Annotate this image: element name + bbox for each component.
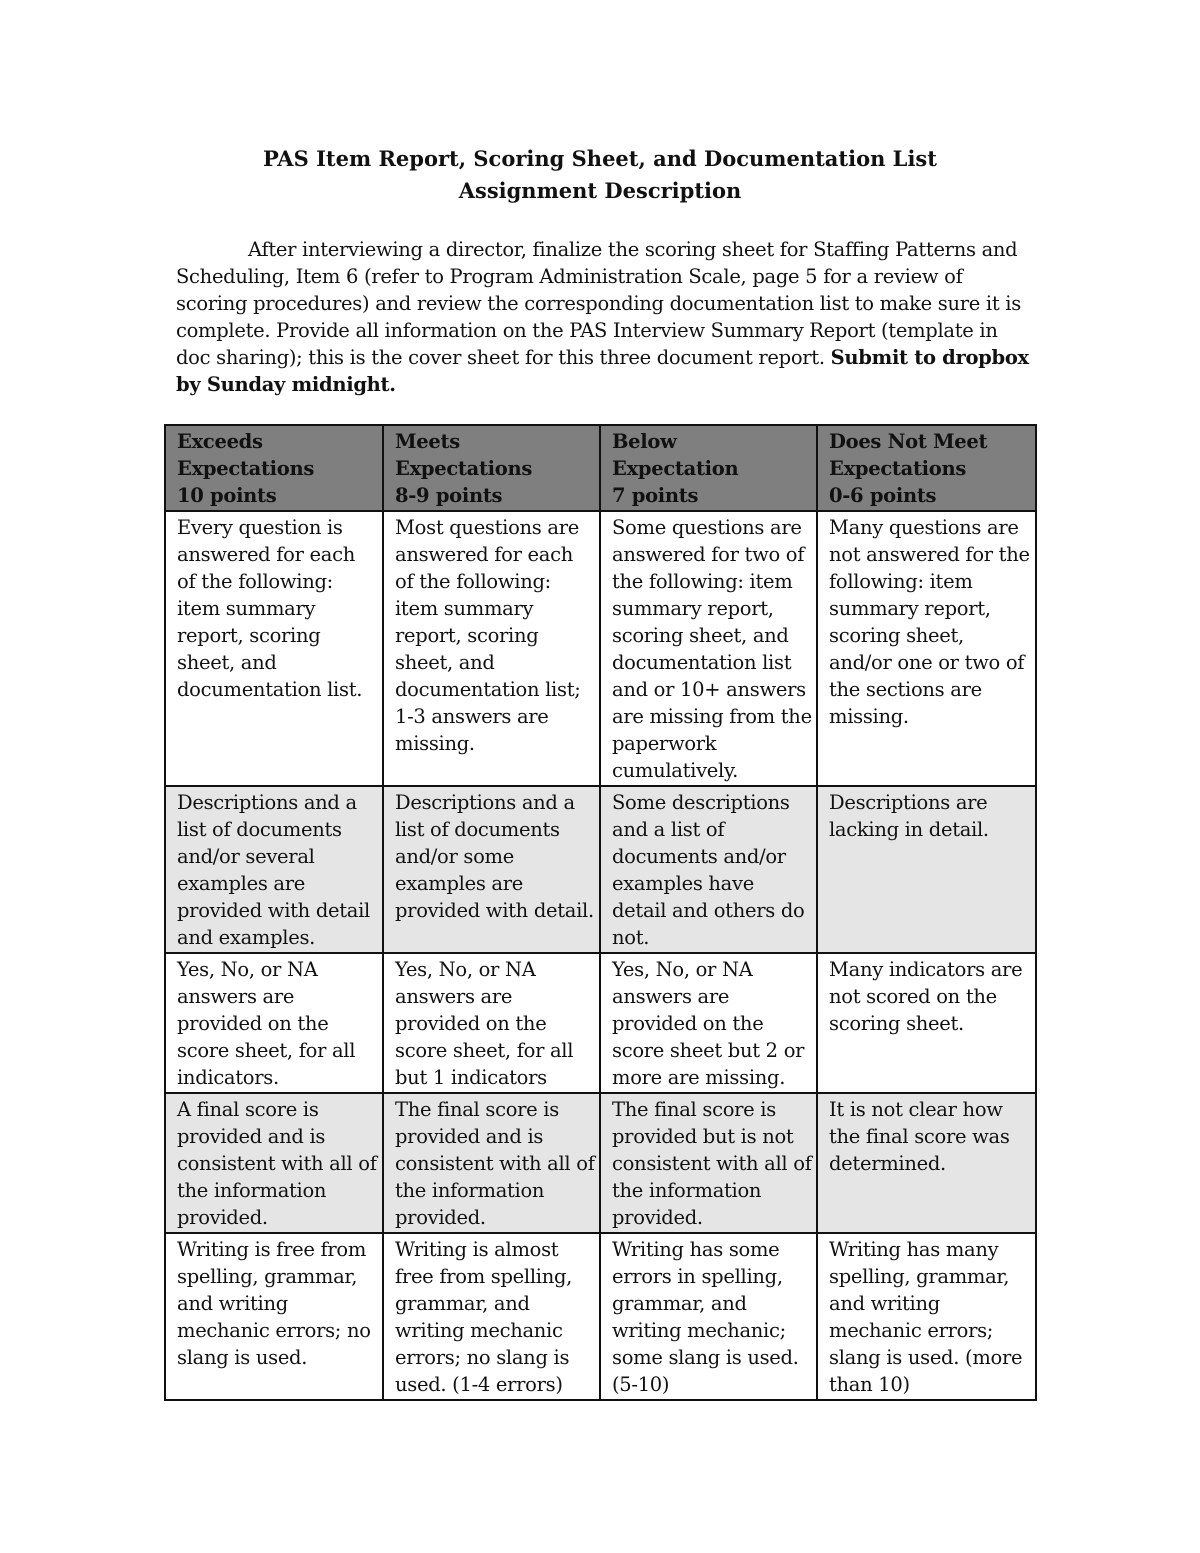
instructions-text: After interviewing a director, finalize the scoring sheet for Staffing Patterns and Scheduling, Item 6 (refer to Program Administration Scale, page 5 for a review of scoring procedures) and review the corresponding documentation list to make sure it is complete. Provide all information on the PAS Interview Summary Report (template in doc sharing); this is the cover sheet for this three document report. <box>176 238 1021 369</box>
rubric-cell: Yes, No, or NA answers are provided on the score sheet, for all but 1 indicators <box>383 953 600 1093</box>
rubric-cell: Descriptions and a list of documents and/or several examples are provided with detail and examples. <box>165 786 383 953</box>
rubric-cell: Yes, No, or NA answers are provided on the score sheet, for all indicators. <box>165 953 383 1093</box>
document-subtitle: Assignment Description <box>458 178 742 203</box>
header-below-expectation: Below Expectation 7 points <box>600 425 817 511</box>
rubric-row-completeness <box>165 511 1036 786</box>
rubric-header-row <box>165 425 1036 511</box>
header-exceeds-expectations: Exceeds Expectations 10 points <box>165 425 383 511</box>
rubric-cell: Writing is free from spelling, grammar, and writing mechanic errors; no slang is used. <box>165 1233 383 1400</box>
rubric-cell: Some questions are answered for two of the following: item summary report, scoring sheet, and documentation list and or 10+ answers are missing from the paperwork cumulatively. <box>600 511 817 786</box>
rubric-cell: The final score is provided and is consistent with all of the information provided. <box>383 1093 600 1233</box>
rubric-cell: Most questions are answered for each of the following: item summary report, scoring sheet, and documentation list; 1-3 answers are missing. <box>383 511 600 786</box>
rubric-cell: Writing has some errors in spelling, grammar, and writing mechanic; some slang is used. (5-10) <box>600 1233 817 1400</box>
header-meets-expectations: Meets Expectations 8-9 points <box>383 425 600 511</box>
grading-rubric-table <box>164 424 1037 1401</box>
header-does-not-meet-expectations: Does Not Meet Expectations 0-6 points <box>817 425 1036 511</box>
rubric-cell: Writing is almost free from spelling, grammar, and writing mechanic errors; no slang is used. (1-4 errors) <box>383 1233 600 1400</box>
rubric-cell: It is not clear how the final score was determined. <box>817 1093 1036 1233</box>
points-label: 8-9 points <box>395 484 503 507</box>
points-label: 0-6 points <box>829 484 937 507</box>
rubric-row-descriptions <box>165 786 1036 953</box>
rubric-cell: Yes, No, or NA answers are provided on the score sheet but 2 or more are missing. <box>600 953 817 1093</box>
rubric-cell: The final score is provided but is not consistent with all of the information provided. <box>600 1093 817 1233</box>
points-label: 10 points <box>177 484 277 507</box>
submission-deadline: Submit to dropbox by Sunday midnight. <box>176 346 1029 396</box>
rubric-cell: Every question is answered for each of the following: item summary report, scoring sheet, and documentation list. <box>165 511 383 786</box>
rubric-row-final-score <box>165 1093 1036 1233</box>
rubric-cell: Writing has many spelling, grammar, and writing mechanic errors; slang is used. (more than 10) <box>817 1233 1036 1400</box>
rubric-cell: Many questions are not answered for the following: item summary report, scoring sheet, and/or one or two of the sections are missing. <box>817 511 1036 786</box>
rubric-cell: A final score is provided and is consistent with all of the information provided. <box>165 1093 383 1233</box>
document-title: PAS Item Report, Scoring Sheet, and Documentation List <box>263 146 937 171</box>
rubric-cell: Descriptions and a list of documents and/or some examples are provided with detail. <box>383 786 600 953</box>
rubric-row-indicators <box>165 953 1036 1093</box>
rubric-cell: Descriptions are lacking in detail. <box>817 786 1036 953</box>
assignment-instructions <box>176 236 1036 398</box>
points-label: 7 points <box>612 484 699 507</box>
rubric-cell: Many indicators are not scored on the scoring sheet. <box>817 953 1036 1093</box>
rubric-row-writing <box>165 1233 1036 1400</box>
rubric-cell: Some descriptions and a list of documents and/or examples have detail and others do not. <box>600 786 817 953</box>
